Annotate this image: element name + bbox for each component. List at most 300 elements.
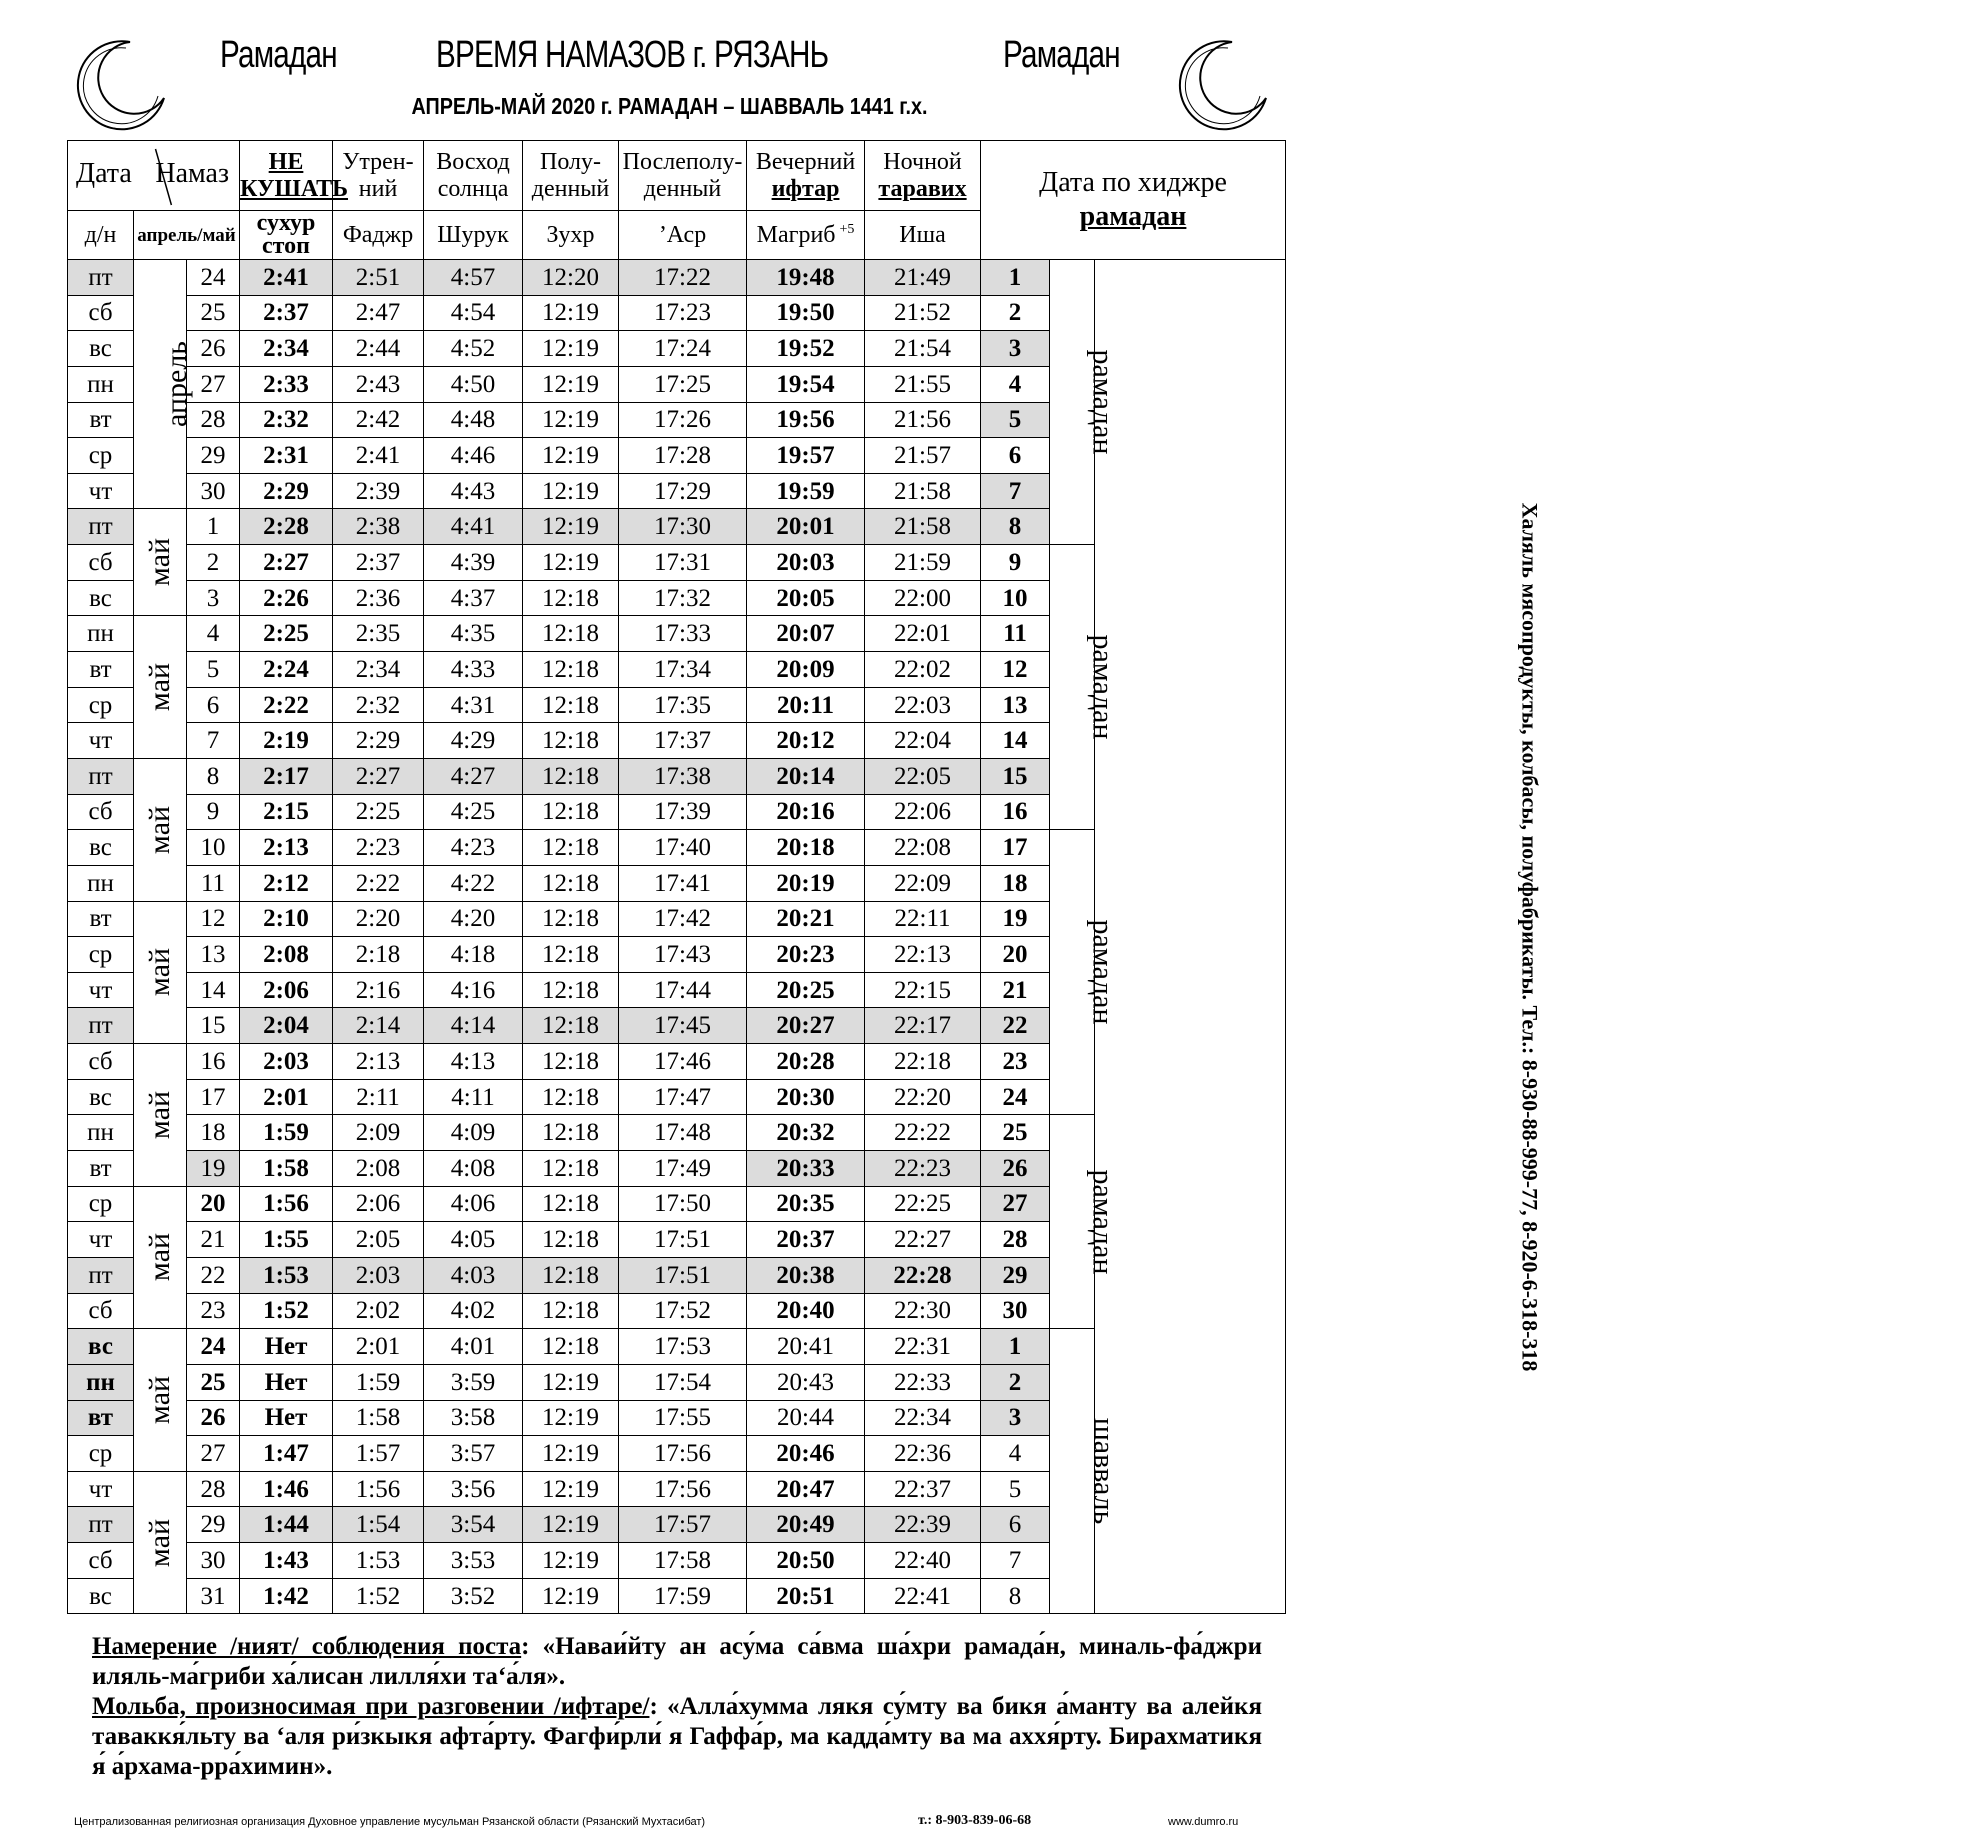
shuruk-cell: 4:50	[424, 366, 523, 402]
zuhr-cell: 12:18	[523, 758, 619, 794]
day-cell: 21	[187, 1222, 240, 1258]
maghrib-cell: 19:52	[747, 331, 865, 367]
weekday-cell: пн	[68, 865, 134, 901]
asr-cell: 17:26	[619, 402, 747, 438]
weekday-cell: пн	[68, 616, 134, 652]
day-cell: 7	[187, 723, 240, 759]
fajr-cell: 2:42	[333, 402, 424, 438]
zuhr-cell: 12:18	[523, 1329, 619, 1365]
weekday-cell: пт	[68, 758, 134, 794]
shuruk-header: Шурук	[424, 211, 523, 260]
day-cell: 5	[187, 652, 240, 688]
isha-cell: 22:36	[865, 1436, 981, 1472]
maghrib-header	[747, 211, 865, 260]
zuhr-cell: 12:19	[523, 331, 619, 367]
weekday-cell: сб	[68, 545, 134, 581]
maghrib-cell: 20:51	[747, 1578, 865, 1614]
isha-cell: 22:13	[865, 937, 981, 973]
shuruk-cell: 4:06	[424, 1186, 523, 1222]
maghrib-cell: 20:38	[747, 1257, 865, 1293]
month-label-cell	[134, 1471, 187, 1614]
suhur-cell: 2:24	[240, 652, 333, 688]
maghrib-cell: 19:59	[747, 473, 865, 509]
shuruk-cell: 4:54	[424, 295, 523, 331]
maghrib-cell: 20:23	[747, 937, 865, 973]
shuruk-cell: 4:05	[424, 1222, 523, 1258]
hijri-day-cell: 3	[981, 1400, 1050, 1436]
morning-header: Утрен-ний	[333, 141, 424, 211]
maghrib-cell: 20:40	[747, 1293, 865, 1329]
shuruk-cell: 4:37	[424, 580, 523, 616]
suhur-cell: 2:13	[240, 830, 333, 866]
hijri-day-cell: 1	[981, 260, 1050, 296]
asr-cell: 17:46	[619, 1044, 747, 1080]
zuhr-cell: 12:18	[523, 616, 619, 652]
hijri-day-cell: 5	[981, 402, 1050, 438]
suhur-cell: 2:10	[240, 901, 333, 937]
dn-header: д/н	[68, 211, 134, 260]
suhur-cell: 2:08	[240, 937, 333, 973]
weekday-cell: чт	[68, 1222, 134, 1258]
maghrib-cell: 20:47	[747, 1471, 865, 1507]
isha-cell: 22:15	[865, 972, 981, 1008]
fajr-cell: 2:36	[333, 580, 424, 616]
fajr-cell: 1:59	[333, 1364, 424, 1400]
maghrib-cell: 20:41	[747, 1329, 865, 1365]
weekday-cell: чт	[68, 723, 134, 759]
zuhr-cell: 12:19	[523, 438, 619, 474]
suhur-stop-header	[240, 211, 333, 260]
fajr-cell: 2:06	[333, 1186, 424, 1222]
suhur-cell: 2:28	[240, 509, 333, 545]
weekday-cell: пт	[68, 1507, 134, 1543]
hijri-day-cell: 22	[981, 1008, 1050, 1044]
footer-website: www.dumro.ru	[1168, 1816, 1239, 1828]
day-cell: 29	[187, 438, 240, 474]
zuhr-header: Зухр	[523, 211, 619, 260]
maghrib-cell: 20:16	[747, 794, 865, 830]
fajr-cell: 2:43	[333, 366, 424, 402]
hijri-day-cell: 15	[981, 758, 1050, 794]
month-label: май	[143, 663, 176, 712]
shuruk-cell: 4:52	[424, 331, 523, 367]
asr-cell: 17:39	[619, 794, 747, 830]
day-cell: 14	[187, 972, 240, 1008]
hijri-day-cell: 13	[981, 687, 1050, 723]
maghrib-cell: 19:54	[747, 366, 865, 402]
maghrib-cell: 20:43	[747, 1364, 865, 1400]
zuhr-cell: 12:19	[523, 1364, 619, 1400]
isha-cell: 21:55	[865, 366, 981, 402]
maghrib-cell: 20:30	[747, 1079, 865, 1115]
zuhr-cell: 12:19	[523, 509, 619, 545]
month-label-cell	[134, 1329, 187, 1472]
asr-cell: 17:57	[619, 1507, 747, 1543]
hijri-day-cell: 11	[981, 616, 1050, 652]
fajr-cell: 2:14	[333, 1008, 424, 1044]
weekday-cell: вс	[68, 1578, 134, 1614]
suhur-cell: 2:32	[240, 402, 333, 438]
shuruk-cell: 4:23	[424, 830, 523, 866]
shuruk-cell: 3:53	[424, 1543, 523, 1579]
weekday-cell: вс	[68, 331, 134, 367]
asr-cell: 17:51	[619, 1222, 747, 1258]
prayer-times-table	[67, 140, 1543, 1614]
noon-header: Полу-денный	[523, 141, 619, 211]
asr-cell: 17:34	[619, 652, 747, 688]
day-cell: 17	[187, 1079, 240, 1115]
asr-cell: 17:23	[619, 295, 747, 331]
month-label: май	[143, 948, 176, 997]
zuhr-cell: 12:18	[523, 1186, 619, 1222]
isha-cell: 22:18	[865, 1044, 981, 1080]
suhur-cell: 2:25	[240, 616, 333, 652]
fajr-cell: 2:47	[333, 295, 424, 331]
asr-cell: 17:56	[619, 1471, 747, 1507]
zuhr-cell: 12:18	[523, 1044, 619, 1080]
isha-cell: 22:37	[865, 1471, 981, 1507]
fajr-cell: 1:58	[333, 1400, 424, 1436]
suhur-cell: Нет	[240, 1400, 333, 1436]
suhur-cell: 1:44	[240, 1507, 333, 1543]
zuhr-cell: 12:18	[523, 580, 619, 616]
date-header-label: Дата	[76, 158, 132, 189]
day-cell: 20	[187, 1186, 240, 1222]
month-label: май	[143, 538, 176, 587]
suhur-cell: 2:03	[240, 1044, 333, 1080]
footer-phone: т.: 8-903-839-06-68	[918, 1813, 1032, 1828]
month-label-cell	[134, 758, 187, 901]
zuhr-cell: 12:19	[523, 366, 619, 402]
suhur-cell: 2:15	[240, 794, 333, 830]
zuhr-cell: 12:19	[523, 545, 619, 581]
weekday-cell: чт	[68, 473, 134, 509]
asr-cell: 17:35	[619, 687, 747, 723]
weekday-cell: ср	[68, 438, 134, 474]
shuruk-cell: 4:43	[424, 473, 523, 509]
weekday-cell: чт	[68, 1471, 134, 1507]
asr-cell: 17:43	[619, 937, 747, 973]
asr-cell: 17:58	[619, 1543, 747, 1579]
day-cell: 16	[187, 1044, 240, 1080]
weekday-cell: сб	[68, 295, 134, 331]
day-cell: 28	[187, 402, 240, 438]
weekday-cell: пт	[68, 1008, 134, 1044]
hijri-date-header	[981, 141, 1286, 260]
hijri-day-cell: 4	[981, 366, 1050, 402]
shuruk-cell: 4:02	[424, 1293, 523, 1329]
fajr-cell: 2:08	[333, 1151, 424, 1187]
maghrib-cell: 20:01	[747, 509, 865, 545]
asr-cell: 17:31	[619, 545, 747, 581]
suhur-cell: 2:34	[240, 331, 333, 367]
ne-label: НЕ	[268, 149, 304, 176]
zuhr-cell: 12:18	[523, 794, 619, 830]
maghrib-cell: 20:49	[747, 1507, 865, 1543]
shuruk-cell: 4:20	[424, 901, 523, 937]
hijri-day-cell: 6	[981, 1507, 1050, 1543]
shuruk-cell: 4:39	[424, 545, 523, 581]
intention-text: : «Наваи́йту ан асу́ма са́вма ша́хри рамада́н, миналь-фа́джри иляль-ма́гриби ха́лисан лилля́хи та‘а́ля».	[92, 1633, 1262, 1690]
suhur-cell: 2:06	[240, 972, 333, 1008]
day-cell: 8	[187, 758, 240, 794]
isha-cell: 22:28	[865, 1257, 981, 1293]
night-header	[865, 141, 981, 211]
weekday-cell: сб	[68, 1293, 134, 1329]
weekday-cell: пн	[68, 366, 134, 402]
maghrib-label: Магриб	[756, 222, 836, 248]
taravih-label: таравих	[878, 175, 967, 202]
weekday-cell: сб	[68, 1044, 134, 1080]
month-label: апрель	[159, 341, 193, 428]
fajr-cell: 2:18	[333, 937, 424, 973]
day-cell: 27	[187, 1436, 240, 1472]
asr-cell: 17:48	[619, 1115, 747, 1151]
weekday-cell: сб	[68, 1543, 134, 1579]
zuhr-cell: 12:19	[523, 402, 619, 438]
isha-cell: 21:56	[865, 402, 981, 438]
hijri-month-label: рамадан	[1086, 349, 1120, 455]
header-row-top	[68, 141, 1286, 211]
day-cell: 15	[187, 1008, 240, 1044]
fajr-cell: 2:38	[333, 509, 424, 545]
day-cell: 27	[187, 366, 240, 402]
day-cell: 24	[187, 1329, 240, 1365]
maghrib-cell: 20:11	[747, 687, 865, 723]
shuruk-cell: 4:01	[424, 1329, 523, 1365]
hijri-day-cell: 5	[981, 1471, 1050, 1507]
month-label-cell	[134, 1044, 187, 1187]
day-cell: 11	[187, 865, 240, 901]
isha-cell: 21:54	[865, 331, 981, 367]
hijri-day-cell: 27	[981, 1186, 1050, 1222]
zuhr-cell: 12:19	[523, 473, 619, 509]
maghrib-cell: 20:05	[747, 580, 865, 616]
suhur-cell: 1:52	[240, 1293, 333, 1329]
crescent-moon-icon	[70, 36, 170, 136]
suhur-cell: 2:17	[240, 758, 333, 794]
sunrise-header: Восход солнца	[424, 141, 523, 211]
zuhr-cell: 12:18	[523, 1008, 619, 1044]
namaz-header-label: Намаз	[155, 158, 230, 189]
hijri-day-cell: 24	[981, 1079, 1050, 1115]
hijri-day-cell: 16	[981, 794, 1050, 830]
header-left-title: Рамадан	[220, 34, 337, 76]
zuhr-cell: 12:19	[523, 1471, 619, 1507]
fajr-cell: 1:57	[333, 1436, 424, 1472]
asr-cell: 17:53	[619, 1329, 747, 1365]
fajr-cell: 2:23	[333, 830, 424, 866]
fajr-cell: 2:22	[333, 865, 424, 901]
maghrib-cell: 20:32	[747, 1115, 865, 1151]
weekday-cell: вт	[68, 1151, 134, 1187]
shuruk-cell: 4:29	[424, 723, 523, 759]
shuruk-cell: 4:03	[424, 1257, 523, 1293]
shuruk-cell: 4:57	[424, 260, 523, 296]
shuruk-cell: 4:41	[424, 509, 523, 545]
month-label-cell	[134, 616, 187, 759]
weekday-cell: ср	[68, 1186, 134, 1222]
zuhr-cell: 12:18	[523, 901, 619, 937]
shuruk-cell: 4:16	[424, 972, 523, 1008]
zuhr-cell: 12:18	[523, 972, 619, 1008]
weekday-cell: вт	[68, 901, 134, 937]
asr-cell: 17:55	[619, 1400, 747, 1436]
shuruk-cell: 4:46	[424, 438, 523, 474]
isha-cell: 22:39	[865, 1507, 981, 1543]
notes-block	[92, 1632, 1262, 1782]
day-cell: 3	[187, 580, 240, 616]
isha-cell: 21:52	[865, 295, 981, 331]
month-label-cell	[134, 260, 193, 509]
maghrib-cell: 20:09	[747, 652, 865, 688]
iftar-label: ифтар	[771, 175, 840, 202]
suhur-cell: 2:29	[240, 473, 333, 509]
hijri-month-cell	[1050, 1329, 1121, 1614]
isha-cell: 22:41	[865, 1578, 981, 1614]
fajr-cell: 2:25	[333, 794, 424, 830]
shuruk-cell: 4:22	[424, 865, 523, 901]
zuhr-cell: 12:18	[523, 830, 619, 866]
fajr-header: Фаджр	[333, 211, 424, 260]
shuruk-cell: 4:27	[424, 758, 523, 794]
weekday-cell: пн	[68, 1115, 134, 1151]
asr-cell: 17:45	[619, 1008, 747, 1044]
evening-header	[747, 141, 865, 211]
hijri-month-cell	[1050, 830, 1120, 1115]
asr-cell: 17:56	[619, 1436, 747, 1472]
day-cell: 23	[187, 1293, 240, 1329]
side-advert-cell	[1095, 260, 1543, 1614]
hijri-month-cell	[1050, 545, 1120, 830]
suhur-cell: Нет	[240, 1329, 333, 1365]
isha-cell: 22:27	[865, 1222, 981, 1258]
asr-cell: 17:52	[619, 1293, 747, 1329]
asr-cell: 17:49	[619, 1151, 747, 1187]
hijri-month-cell	[1050, 260, 1120, 545]
fajr-cell: 2:32	[333, 687, 424, 723]
day-cell: 31	[187, 1578, 240, 1614]
isha-cell: 22:11	[865, 901, 981, 937]
month-label: май	[143, 1375, 176, 1425]
zuhr-cell: 12:19	[523, 295, 619, 331]
fajr-cell: 1:52	[333, 1578, 424, 1614]
maghrib-sup: +5	[839, 222, 855, 237]
header-right-title: Рамадан	[1003, 34, 1120, 76]
hijri-day-cell: 7	[981, 1543, 1050, 1579]
day-cell: 1	[187, 509, 240, 545]
zuhr-cell: 12:19	[523, 1507, 619, 1543]
asr-cell: 17:32	[619, 580, 747, 616]
weekday-cell: пт	[68, 260, 134, 296]
asr-cell: 17:54	[619, 1364, 747, 1400]
isha-header: Иша	[865, 211, 981, 260]
hijri-month-cell	[1050, 1115, 1120, 1329]
intention-label: Намерение /ният/ соблюдения поста	[92, 1633, 522, 1660]
fajr-cell: 2:44	[333, 331, 424, 367]
weekday-cell: вт	[68, 1400, 134, 1436]
zuhr-cell: 12:18	[523, 865, 619, 901]
isha-cell: 22:00	[865, 580, 981, 616]
weekday-cell: пт	[68, 1257, 134, 1293]
isha-cell: 22:40	[865, 1543, 981, 1579]
hijri-day-cell: 17	[981, 830, 1050, 866]
suhur-cell: 1:46	[240, 1471, 333, 1507]
hijri-day-cell: 19	[981, 901, 1050, 937]
asr-cell: 17:25	[619, 366, 747, 402]
fajr-cell: 2:20	[333, 901, 424, 937]
day-cell: 4	[187, 616, 240, 652]
zuhr-cell: 12:18	[523, 687, 619, 723]
day-cell: 28	[187, 1471, 240, 1507]
day-cell: 30	[187, 473, 240, 509]
shuruk-cell: 3:59	[424, 1364, 523, 1400]
suhur-cell: 1:56	[240, 1186, 333, 1222]
suhur-cell: 1:43	[240, 1543, 333, 1579]
shuruk-cell: 4:09	[424, 1115, 523, 1151]
hijri-day-cell: 2	[981, 295, 1050, 331]
asr-cell: 17:42	[619, 901, 747, 937]
fajr-cell: 2:09	[333, 1115, 424, 1151]
shuruk-cell: 3:54	[424, 1507, 523, 1543]
suhur-cell: 2:12	[240, 865, 333, 901]
month-label-cell	[134, 509, 187, 616]
fajr-cell: 2:35	[333, 616, 424, 652]
hijri-day-cell: 18	[981, 865, 1050, 901]
maghrib-cell: 20:35	[747, 1186, 865, 1222]
fajr-cell: 2:11	[333, 1079, 424, 1115]
zuhr-cell: 12:20	[523, 260, 619, 296]
shuruk-cell: 4:35	[424, 616, 523, 652]
suhur-cell: Нет	[240, 1364, 333, 1400]
day-cell: 6	[187, 687, 240, 723]
isha-cell: 22:33	[865, 1364, 981, 1400]
shuruk-cell: 4:14	[424, 1008, 523, 1044]
hijri-month-label: рамадан	[1086, 1169, 1120, 1275]
maghrib-cell: 20:03	[747, 545, 865, 581]
shuruk-cell: 4:33	[424, 652, 523, 688]
hijri-day-cell: 4	[981, 1436, 1050, 1472]
hijri-month-label: шавваль	[1087, 1417, 1121, 1525]
hijri-day-cell: 30	[981, 1293, 1050, 1329]
hijri-day-cell: 14	[981, 723, 1050, 759]
asr-cell: 17:33	[619, 616, 747, 652]
fajr-cell: 2:29	[333, 723, 424, 759]
maghrib-cell: 20:21	[747, 901, 865, 937]
asr-cell: 17:37	[619, 723, 747, 759]
shuruk-cell: 3:57	[424, 1436, 523, 1472]
hijri-day-cell: 26	[981, 1151, 1050, 1187]
isha-cell: 22:22	[865, 1115, 981, 1151]
hijri-day-cell: 28	[981, 1222, 1050, 1258]
maghrib-cell: 19:50	[747, 295, 865, 331]
hijri-title: Дата по хиджре	[1039, 167, 1227, 199]
month-label: май	[143, 1090, 176, 1139]
table-row	[68, 260, 1286, 296]
asr-cell: 17:24	[619, 331, 747, 367]
intention-note	[92, 1632, 1262, 1692]
hijri-day-cell: 7	[981, 473, 1050, 509]
weekday-cell: вс	[68, 580, 134, 616]
day-cell: 10	[187, 830, 240, 866]
maghrib-cell: 20:28	[747, 1044, 865, 1080]
weekday-cell: вс	[68, 1079, 134, 1115]
day-cell: 30	[187, 1543, 240, 1579]
shuruk-cell: 4:31	[424, 687, 523, 723]
weekday-cell: вт	[68, 652, 134, 688]
isha-cell: 21:49	[865, 260, 981, 296]
zuhr-cell: 12:18	[523, 937, 619, 973]
